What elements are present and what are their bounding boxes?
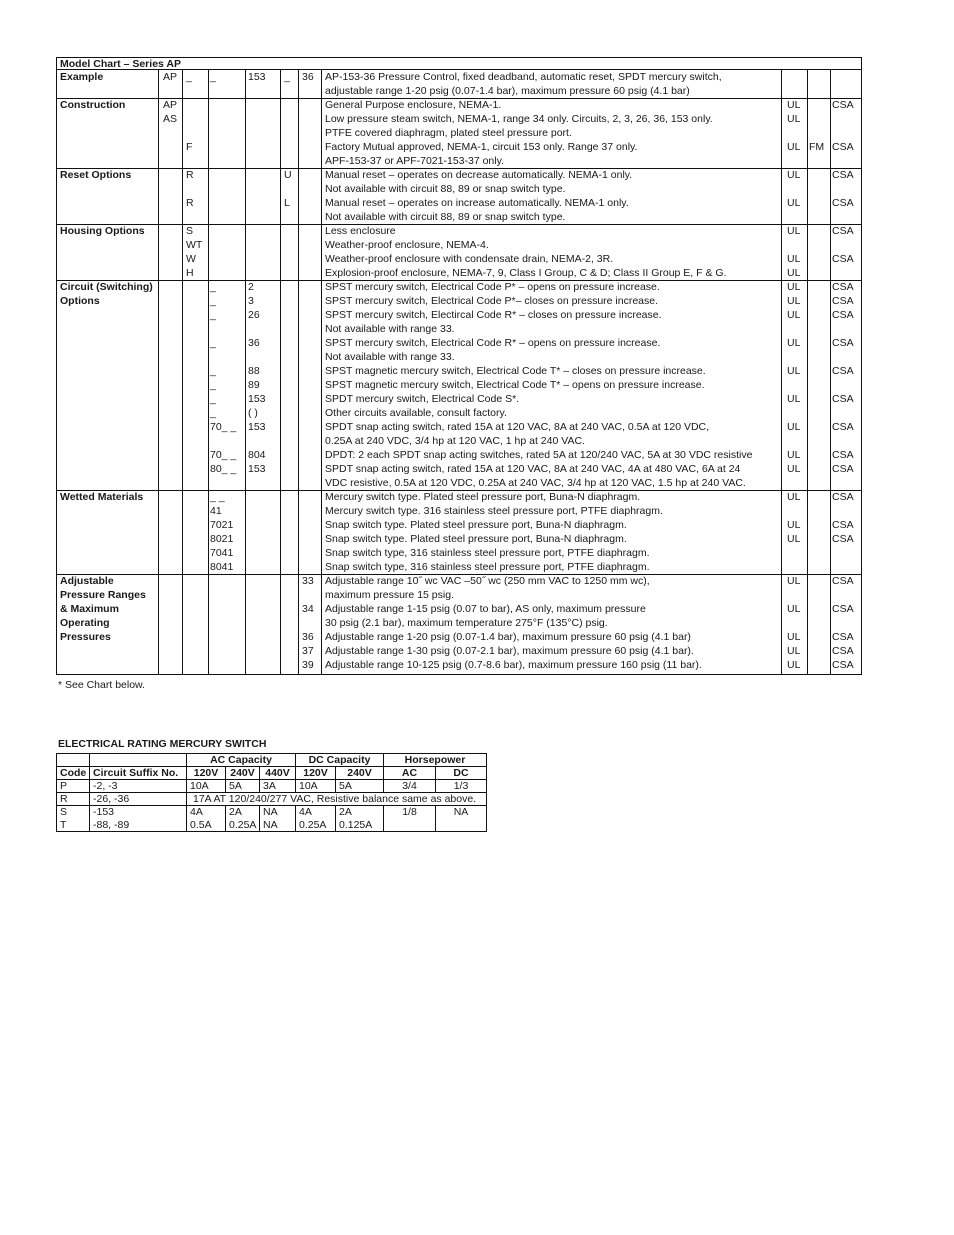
option-csa: CSA (832, 99, 854, 111)
er-cell: NA (260, 806, 296, 819)
option-description: Not available with circuit 88, 89 or snap switch type. (325, 211, 566, 223)
option-description: SPST magnetic mercury switch, Electrical Code T* – closes on pressure increase. (325, 365, 706, 377)
column-divider (298, 70, 299, 674)
option-csa: CSA (832, 337, 854, 349)
option-ul: UL (787, 169, 801, 181)
er-cell: NA (436, 806, 487, 819)
option-c6: 36 (302, 631, 314, 643)
option-description: SPDT mercury switch, Electrical Code S*. (325, 393, 520, 405)
option-c2: _ (186, 71, 192, 83)
er-col-ac440: 440V (260, 767, 296, 780)
option-description: Less enclosure (325, 225, 396, 237)
option-csa: CSA (832, 365, 854, 377)
er-blank-code (57, 754, 90, 767)
option-description: Not available with range 33. (325, 351, 455, 363)
option-description: Adjustable range 1-30 psig (0.07-2.1 bar), maximum pressure 60 psig (4.1 bar). (325, 645, 694, 657)
option-ul: UL (787, 253, 801, 265)
option-c5: U (284, 169, 292, 181)
option-c3: _ (210, 379, 216, 391)
option-ul: UL (787, 631, 801, 643)
option-description: adjustable range 1-20 psig (0.07-1.4 bar), maximum pressure 60 psig (4.1 bar) (325, 85, 690, 97)
column-divider (830, 70, 831, 674)
electrical-rating-table (56, 753, 487, 832)
option-description: VDC resistive, 0.5A at 120 VDC, 0.25A at 240 VAC, 3/4 hp at 120 VAC, 1.5 hp at 240 VAC. (325, 477, 746, 489)
option-ul: UL (787, 603, 801, 615)
model-chart-title: Model Chart – Series AP (56, 57, 862, 70)
option-ul: UL (787, 449, 801, 461)
er-col-ac120: 120V (187, 767, 226, 780)
option-c4: 89 (248, 379, 260, 391)
option-c4: 153 (248, 71, 266, 83)
section-label: Pressures (60, 631, 111, 643)
option-description: SPST mercury switch, Electircal Code R* – closes on pressure increase. (325, 309, 662, 321)
option-description: SPST mercury switch, Electrical Code P*– closes on pressure increase. (325, 295, 659, 307)
section-label: Operating (60, 617, 110, 629)
er-cell (436, 819, 487, 832)
section-label: Options (60, 295, 100, 307)
option-ul: UL (787, 113, 801, 125)
option-description: PTFE covered diaphragm, plated steel pressure port. (325, 127, 572, 139)
column-divider (280, 70, 281, 674)
option-csa: CSA (832, 631, 854, 643)
section-label: Circuit (Switching) (60, 281, 153, 293)
option-description: Manual reset – operates on decrease automatically. NEMA-1 only. (325, 169, 633, 181)
option-description: DPDT: 2 each SPDT snap acting switches, rated 5A at 120/240 VAC, 5A at 30 VDC resistive (325, 449, 753, 461)
option-c2: H (186, 267, 194, 279)
er-cell: 2A (336, 806, 384, 819)
er-col-dc240: 240V (336, 767, 384, 780)
option-c5: L (284, 197, 290, 209)
option-c6: 36 (302, 71, 314, 83)
column-divider (208, 70, 209, 674)
er-cell: -88, -89 (90, 819, 187, 832)
option-description: APF-153-37 or APF-7021-153-37 only. (325, 155, 504, 167)
option-c6: 33 (302, 575, 314, 587)
section-divider (57, 224, 861, 225)
er-col-suffix: Circuit Suffix No. (90, 767, 187, 780)
option-c4: 2 (248, 281, 254, 293)
option-csa: CSA (832, 645, 854, 657)
er-group-dc: DC Capacity (296, 754, 384, 767)
option-c2: F (186, 141, 193, 153)
column-divider (182, 70, 183, 674)
option-ul: UL (787, 281, 801, 293)
option-csa: CSA (832, 393, 854, 405)
option-description: SPDT snap acting switch, rated 15A at 120 VAC, 8A at 240 VAC, 4A at 480 VAC, 6A at 24 (325, 463, 741, 475)
option-c4: ( ) (248, 407, 258, 419)
option-description: Not available with range 33. (325, 323, 455, 335)
section-label: Adjustable (60, 575, 114, 587)
er-col-hpdc: DC (436, 767, 487, 780)
option-c4: 153 (248, 463, 266, 475)
option-description: Mercury switch type. Plated steel pressure port, Buna-N diaphragm. (325, 491, 641, 503)
er-cell: -153 (90, 806, 187, 819)
footnote: * See Chart below. (58, 679, 145, 691)
section-label: Pressure Ranges (60, 589, 146, 601)
option-description: SPST mercury switch, Electrical Code P* – opens on pressure increase. (325, 281, 660, 293)
er-cell: T (57, 819, 90, 832)
option-description: Mercury switch type. 316 stainless steel pressure port, PTFE diaphragm. (325, 505, 663, 517)
section-label: Reset Options (60, 169, 132, 181)
er-cell: 10A (296, 780, 336, 793)
section-label: Housing Options (60, 225, 145, 237)
er-cell: 0.5A (187, 819, 226, 832)
option-ul: UL (787, 421, 801, 433)
column-divider (321, 70, 322, 674)
option-ul: UL (787, 309, 801, 321)
column-divider (781, 70, 782, 674)
option-description: 0.25A at 240 VDC, 3/4 hp at 120 VAC, 1 hp at 240 VAC. (325, 435, 585, 447)
option-csa: CSA (832, 197, 854, 209)
option-c2: R (186, 169, 194, 181)
option-c3: 41 (210, 505, 222, 517)
option-c3: 8021 (210, 533, 234, 545)
option-c3: _ (210, 309, 216, 321)
option-c3: 7021 (210, 519, 234, 531)
option-description: Snap switch type. Plated steel pressure port, Buna-N diaphragm. (325, 533, 627, 545)
option-c3: 8041 (210, 561, 234, 573)
option-description: Snap switch type, 316 stainless steel pressure port, PTFE diaphragm. (325, 547, 650, 559)
section-label: Construction (60, 99, 126, 111)
option-description: 30 psig (2.1 bar), maximum temperature 275°F (135°C) psig. (325, 617, 608, 629)
column-divider (158, 70, 159, 674)
option-description: Snap switch type. Plated steel pressure port, Buna-N diaphragm. (325, 519, 627, 531)
er-col-code: Code (57, 767, 90, 780)
option-c1: AP (163, 99, 178, 111)
option-c4: 153 (248, 421, 266, 433)
er-cell: 0.125A (336, 819, 384, 832)
option-c1: AS (163, 113, 178, 125)
er-cell: 0.25A (226, 819, 260, 832)
option-ul: UL (787, 141, 801, 153)
option-csa: CSA (832, 603, 854, 615)
option-c3: 80_ _ (210, 463, 237, 475)
option-c2: R (186, 197, 194, 209)
option-csa: CSA (832, 253, 854, 265)
option-csa: CSA (832, 169, 854, 181)
option-csa: CSA (832, 519, 854, 531)
section-label: & Maximum (60, 603, 119, 615)
option-c4: 153 (248, 393, 266, 405)
option-description: Other circuits available, consult factory. (325, 407, 507, 419)
option-ul: UL (787, 197, 801, 209)
option-description: SPST mercury switch, Electrical Code R* – opens on pressure increase. (325, 337, 661, 349)
option-c3: 70_ _ (210, 421, 237, 433)
option-description: Manual reset – operates on increase automatically. NEMA-1 only. (325, 197, 629, 209)
er-group-ac: AC Capacity (187, 754, 296, 767)
er-cell: 1/3 (436, 780, 487, 793)
option-ul: UL (787, 225, 801, 237)
er-col-ac240: 240V (226, 767, 260, 780)
column-divider (245, 70, 246, 674)
er-cell: 5A (226, 780, 260, 793)
er-group-hp: Horsepower (384, 754, 487, 767)
option-description: Not available with circuit 88, 89 or snap switch type. (325, 183, 566, 195)
option-csa: CSA (832, 659, 854, 671)
option-c4: 26 (248, 309, 260, 321)
option-description: Explosion-proof enclosure, NEMA-7, 9, Class I Group, C & D; Class II Group E, F & G. (325, 267, 727, 279)
option-c3: _ (210, 281, 216, 293)
option-csa: CSA (832, 281, 854, 293)
er-cell: 3/4 (384, 780, 436, 793)
option-csa: CSA (832, 309, 854, 321)
section-label: Wetted Materials (60, 491, 144, 503)
option-ul: UL (787, 533, 801, 545)
option-ul: UL (787, 99, 801, 111)
option-description: SPST magnetic mercury switch, Electrical Code T* – opens on pressure increase. (325, 379, 705, 391)
option-c3: 70_ _ (210, 449, 237, 461)
option-ul: UL (787, 295, 801, 307)
er-cell: 4A (296, 806, 336, 819)
option-c3: _ (210, 71, 216, 83)
option-c3: _ (210, 393, 216, 405)
option-ul: UL (787, 393, 801, 405)
option-csa: CSA (832, 575, 854, 587)
er-cell (384, 819, 436, 832)
er-cell: S (57, 806, 90, 819)
option-c4: 88 (248, 365, 260, 377)
er-note: 17A AT 120/240/277 VAC, Resistive balance same as above. (187, 793, 487, 806)
option-ul: UL (787, 267, 801, 279)
option-ul: UL (787, 337, 801, 349)
option-c3: 7041 (210, 547, 234, 559)
option-csa: CSA (832, 491, 854, 503)
option-ul: UL (787, 491, 801, 503)
er-cell: NA (260, 819, 296, 832)
er-cell: 5A (336, 780, 384, 793)
option-description: Adjustable range 10˝ wc VAC –50˝ wc (250 mm VAC to 1250 mm wc), (325, 575, 650, 587)
option-ul: UL (787, 575, 801, 587)
er-col-dc120: 120V (296, 767, 336, 780)
option-c3: _ (210, 337, 216, 349)
option-description: Adjustable range 1-15 psig (0.07 to bar), AS only, maximum pressure (325, 603, 646, 615)
option-description: Adjustable range 10-125 psig (0.7-8.6 bar), maximum pressure 160 psig (11 bar). (325, 659, 702, 671)
option-csa: CSA (832, 421, 854, 433)
er-blank-suffix (90, 754, 187, 767)
er-cell: 10A (187, 780, 226, 793)
option-description: Weather-proof enclosure, NEMA-4. (325, 239, 489, 251)
model-chart-body (56, 70, 862, 675)
option-c4: 36 (248, 337, 260, 349)
option-csa: CSA (832, 295, 854, 307)
option-ul: UL (787, 365, 801, 377)
model-chart (56, 57, 862, 675)
option-c4: 3 (248, 295, 254, 307)
er-cell: -2, -3 (90, 780, 187, 793)
option-c3: _ (210, 407, 216, 419)
option-c5: _ (284, 71, 290, 83)
option-ul: UL (787, 519, 801, 531)
option-csa: CSA (832, 533, 854, 545)
option-description: Factory Mutual approved, NEMA-1, circuit 153 only. Range 37 only. (325, 141, 638, 153)
option-ul: UL (787, 463, 801, 475)
option-c6: 34 (302, 603, 314, 615)
option-csa: CSA (832, 225, 854, 237)
column-divider (807, 70, 808, 674)
section-label: Example (60, 71, 104, 83)
er-cell: 4A (187, 806, 226, 819)
option-c6: 37 (302, 645, 314, 657)
option-c2: WT (186, 239, 203, 251)
option-c1: AP (163, 71, 178, 83)
option-ul: UL (787, 645, 801, 657)
er-cell: R (57, 793, 90, 806)
option-fm: FM (809, 141, 825, 153)
option-description: Adjustable range 1-20 psig (0.07-1.4 bar), maximum pressure 60 psig (4.1 bar) (325, 631, 691, 643)
option-description: Low pressure steam switch, NEMA-1, range 34 only. Circuits, 2, 3, 26, 36, 153 only. (325, 113, 713, 125)
option-c3: _ (210, 295, 216, 307)
option-description: General Purpose enclosure, NEMA-1. (325, 99, 502, 111)
electrical-rating-title: ELECTRICAL RATING MERCURY SWITCH (58, 738, 267, 750)
option-description: SPDT snap acting switch, rated 15A at 120 VAC, 8A at 240 VAC, 0.5A at 120 VDC, (325, 421, 710, 433)
er-cell: 1/8 (384, 806, 436, 819)
er-cell: -26, -36 (90, 793, 187, 806)
option-c2: S (186, 225, 194, 237)
option-ul: UL (787, 659, 801, 671)
option-c3: _ (210, 365, 216, 377)
er-cell: 2A (226, 806, 260, 819)
er-col-hpac: AC (384, 767, 436, 780)
option-description: maximum pressure 15 psig. (325, 589, 454, 601)
er-cell: 0.25A (296, 819, 336, 832)
option-csa: CSA (832, 141, 854, 153)
option-description: AP-153-36 Pressure Control, fixed deadband, automatic reset, SPDT mercury switch, (325, 71, 722, 83)
option-c6: 39 (302, 659, 314, 671)
option-c2: W (186, 253, 196, 265)
option-csa: CSA (832, 449, 854, 461)
option-description: Weather-proof enclosure with condensate drain, NEMA-2, 3R. (325, 253, 614, 265)
option-c4: 804 (248, 449, 266, 461)
er-cell: P (57, 780, 90, 793)
option-csa: CSA (832, 463, 854, 475)
er-cell: 3A (260, 780, 296, 793)
option-c3: _ _ (210, 491, 225, 503)
option-description: Snap switch type, 316 stainless steel pressure port, PTFE diaphragm. (325, 561, 650, 573)
